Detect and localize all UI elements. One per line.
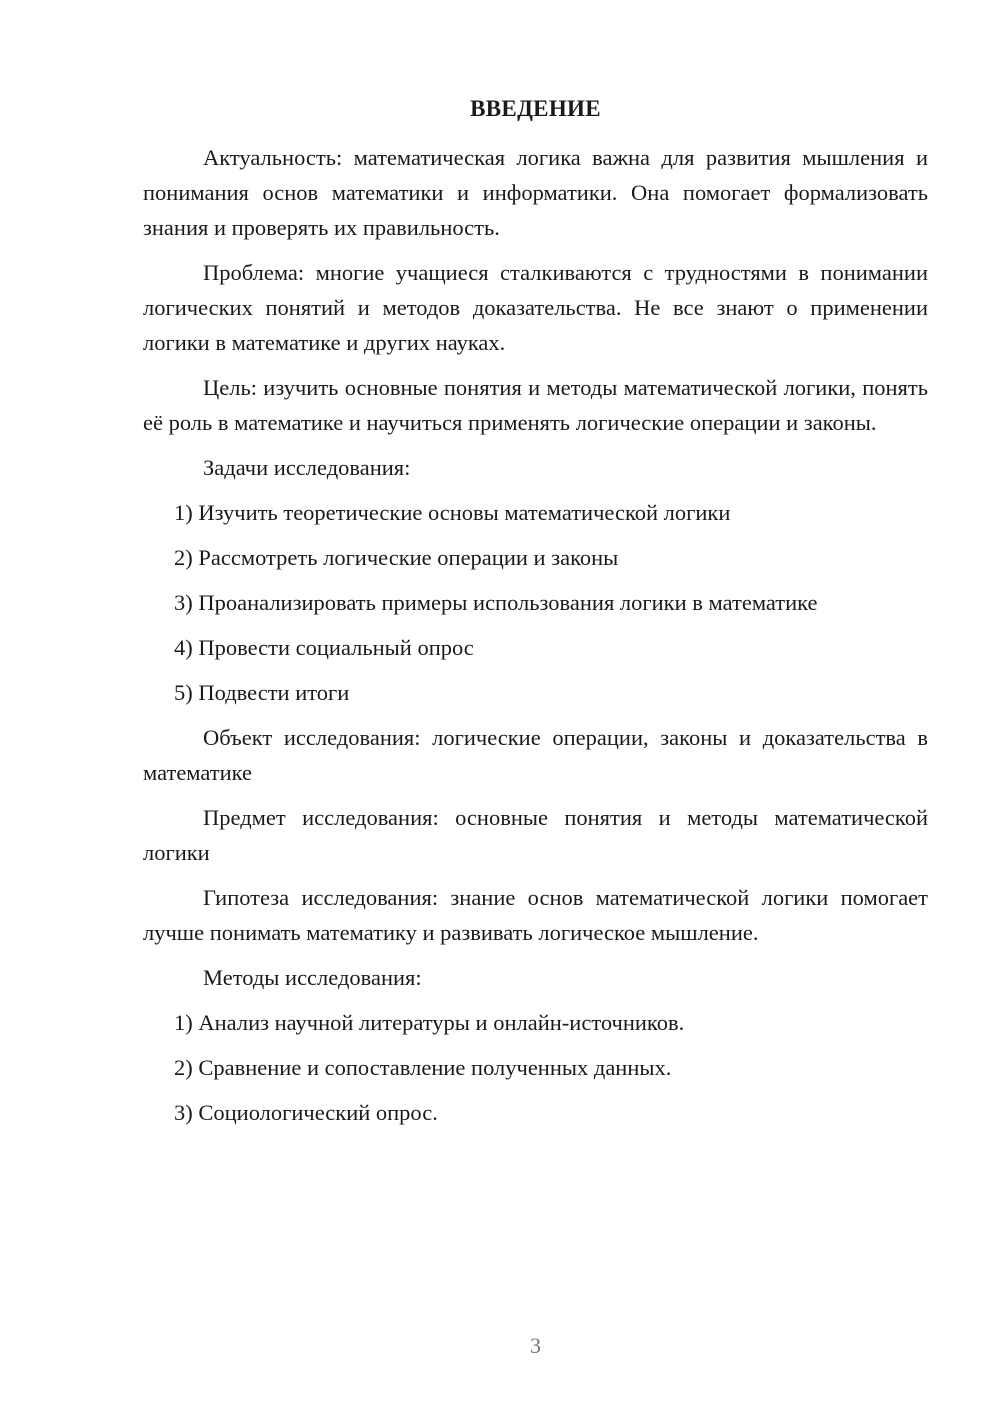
document-body: [143, 140, 928, 1140]
goal-paragraph: Цель: изучить основные понятия и методы математической логики, понять её роль в математике и научиться применять логические операции и законы.: [143, 375, 928, 435]
hypothesis-paragraph: Гипотеза исследования: знание основ математической логики помогает лучше понимать математику и развивать логическое мышление.: [143, 885, 928, 945]
object-paragraph: Объект исследования: логические операции, законы и доказательства в математике: [143, 725, 928, 785]
task-item: 3) Проанализировать примеры использования логики в математике: [174, 590, 818, 615]
methods-heading: Методы исследования:: [203, 965, 422, 990]
task-item: 1) Изучить теоретические основы математической логики: [174, 500, 731, 525]
tasks-heading: Задачи исследования:: [203, 455, 411, 480]
task-item: 2) Рассмотреть логические операции и законы: [174, 545, 619, 570]
relevance-paragraph: Актуальность: математическая логика важна для развития мышления и понимания основ математики и информатики. Она помогает формализовать знания и проверять их правильность.: [143, 145, 928, 240]
page-number: 3: [530, 1333, 541, 1358]
method-item: 3) Социологический опрос.: [174, 1100, 438, 1125]
problem-paragraph: Проблема: многие учащиеся сталкиваются с трудностями в понимании логических понятий и методов доказательства. Не все знают о применении логики в математике и других науках.: [143, 260, 928, 355]
subject-paragraph: Предмет исследования: основные понятия и методы математической логики: [143, 805, 928, 865]
task-item: 4) Провести социальный опрос: [174, 635, 474, 660]
method-item: 2) Сравнение и сопоставление полученных данных.: [174, 1055, 672, 1080]
method-item: 1) Анализ научной литературы и онлайн-источников.: [174, 1010, 685, 1035]
task-item: 5) Подвести итоги: [174, 680, 350, 705]
section-title: ВВЕДЕНИЕ: [470, 96, 601, 121]
document-page: [143, 0, 928, 1414]
